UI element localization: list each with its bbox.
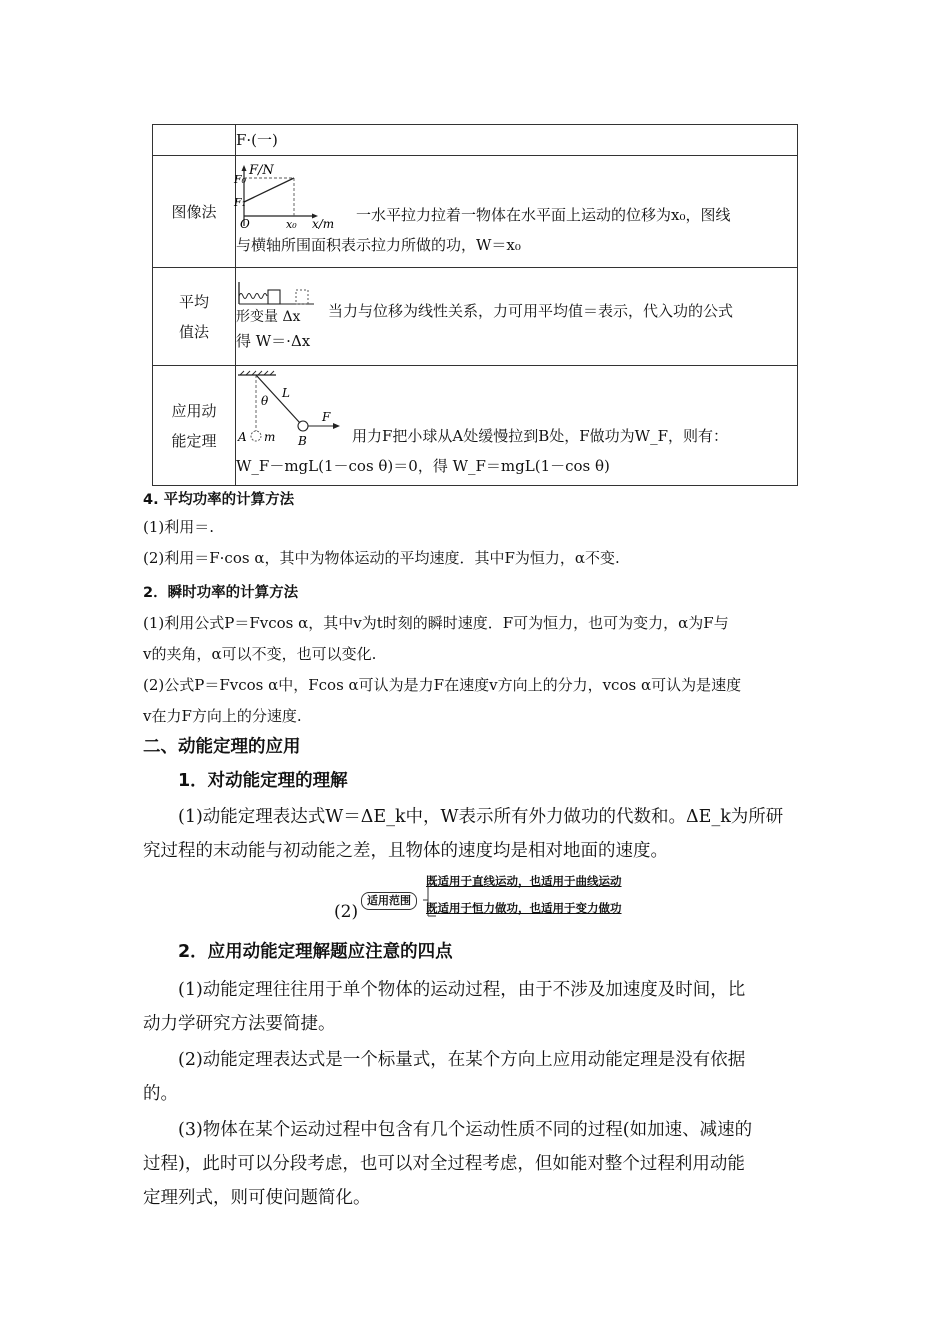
section-kinetic-theorem: [143, 730, 808, 868]
average-method-desc-2: 得 W＝·Δx: [236, 331, 311, 350]
point-3c: 定理列式，则可使问题简化。: [143, 1188, 371, 1208]
point-3a: (3)物体在某个运动过程中包含有几个运动性质不同的过程(如加速、减速的: [178, 1120, 753, 1140]
section-instant-power: [143, 578, 808, 732]
point-2b: 的。: [143, 1084, 178, 1104]
graph-origin-label: O: [240, 216, 250, 231]
scope-item-number: (2): [334, 902, 359, 922]
average-method-label-1: 平均: [178, 292, 209, 311]
theorem-method-desc-1: 用力F把小球从A处缓慢拉到B处，F做功为W_F，则有：: [352, 426, 728, 445]
work-methods-table: [152, 124, 798, 486]
row0-text: F·(一): [236, 131, 278, 149]
graph-method-desc-1: 一水平拉力拉着一物体在水平面上运动的位移为x₀，图线: [356, 205, 731, 224]
force-displacement-graph: [236, 164, 346, 230]
graph-f0-label: F₀: [234, 172, 247, 186]
table-row: [153, 125, 798, 156]
scope-item-1: 既适用于直线运动，也适用于曲线运动: [426, 874, 622, 888]
instant-power-line-3: (2)公式P＝Fvcos α中，Fcos α可认为是力F在速度v方向上的分力，vcos α可认为是速度: [143, 676, 742, 694]
pendulum-angle-label: θ: [261, 393, 269, 408]
four-points-heading: 2．应用动能定理解题应注意的四点: [178, 942, 453, 962]
scope-item-2: 既适用于恒力做功，也适用于变力做功: [426, 901, 622, 915]
point-a-label: A: [238, 429, 247, 444]
point-1a: (1)动能定理往往用于单个物体的运动过程，由于不涉及加速度及时间，比: [178, 980, 746, 1000]
point-1b: 动力学研究方法要简捷。: [143, 1014, 336, 1034]
graph-y-axis-label: F/N: [249, 162, 274, 178]
instant-power-line-2: v的夹角，α可以不变，也可以变化.: [143, 645, 377, 663]
graph-x0-label: x₀: [286, 217, 297, 231]
theorem-para-1a: (1)动能定理表达式W＝ΔE_k中，W表示所有外力做功的代数和。ΔE_k为所研: [178, 807, 784, 827]
graph-method-label: 图像法: [153, 156, 236, 268]
spring-block-figure: [236, 280, 316, 308]
table-row: [153, 268, 798, 366]
theorem-para-1b: 究过程的末动能与初动能之差，且物体的速度均是相对地面的速度。: [143, 841, 668, 861]
mass-label: m: [264, 429, 276, 444]
section-four-points: [143, 935, 808, 1215]
point-b-label: B: [298, 433, 307, 448]
graph-method-desc-2: 与横轴所围面积表示拉力所做的功，W＝x₀: [236, 235, 521, 254]
kinetic-theorem-heading: 二、动能定理的应用: [143, 737, 301, 757]
theorem-method-label-2: 能定理: [171, 431, 217, 450]
force-arrow-label: F: [322, 409, 331, 424]
pendulum-figure: [236, 371, 348, 451]
kinetic-theorem-sub1: 1．对动能定理的理解: [178, 771, 348, 791]
section-instant-power-title: 2．瞬时功率的计算方法: [143, 585, 299, 601]
average-method-desc-1: 当力与位移为线性关系，力可用平均值＝表示，代入功的公式: [328, 301, 734, 320]
average-power-line-2: (2)利用＝F·cos α，其中为物体运动的平均速度．其中F为恒力，α不变.: [143, 549, 620, 567]
graph-x-axis-label: x/m: [312, 216, 335, 231]
scope-diagram: [334, 872, 664, 928]
scope-box: 适用范围: [361, 892, 417, 910]
theorem-method-desc-2: W_F－mgL(1－cos θ)＝0，得 W_F＝mgL(1－cos θ): [236, 456, 610, 475]
graph-f1-label: F₁: [234, 195, 247, 209]
deformation-caption: 形变量 Δx: [236, 308, 301, 325]
section-average-power: [143, 488, 620, 574]
instant-power-line-4: v在力F方向上的分速度.: [143, 707, 302, 725]
table-row: [153, 366, 798, 486]
instant-power-line-1: (1)利用公式P＝Fvcos α，其中v为t时刻的瞬时速度．F可为恒力，也可为变力，α为F与: [143, 614, 729, 632]
section-average-power-title: 4. 平均功率的计算方法: [143, 492, 295, 508]
average-method-label-2: 值法: [178, 322, 209, 341]
point-3b: 过程)，此时可以分段考虑，也可以对全过程考虑，但如能对整个过程利用动能: [143, 1154, 745, 1174]
pendulum-length-label: L: [282, 385, 290, 400]
average-power-line-1: (1)利用＝.: [143, 518, 215, 536]
point-2a: (2)动能定理表达式是一个标量式，在某个方向上应用动能定理是没有依据: [178, 1050, 746, 1070]
theorem-method-label-1: 应用动: [171, 401, 217, 420]
table-row: [153, 156, 798, 268]
